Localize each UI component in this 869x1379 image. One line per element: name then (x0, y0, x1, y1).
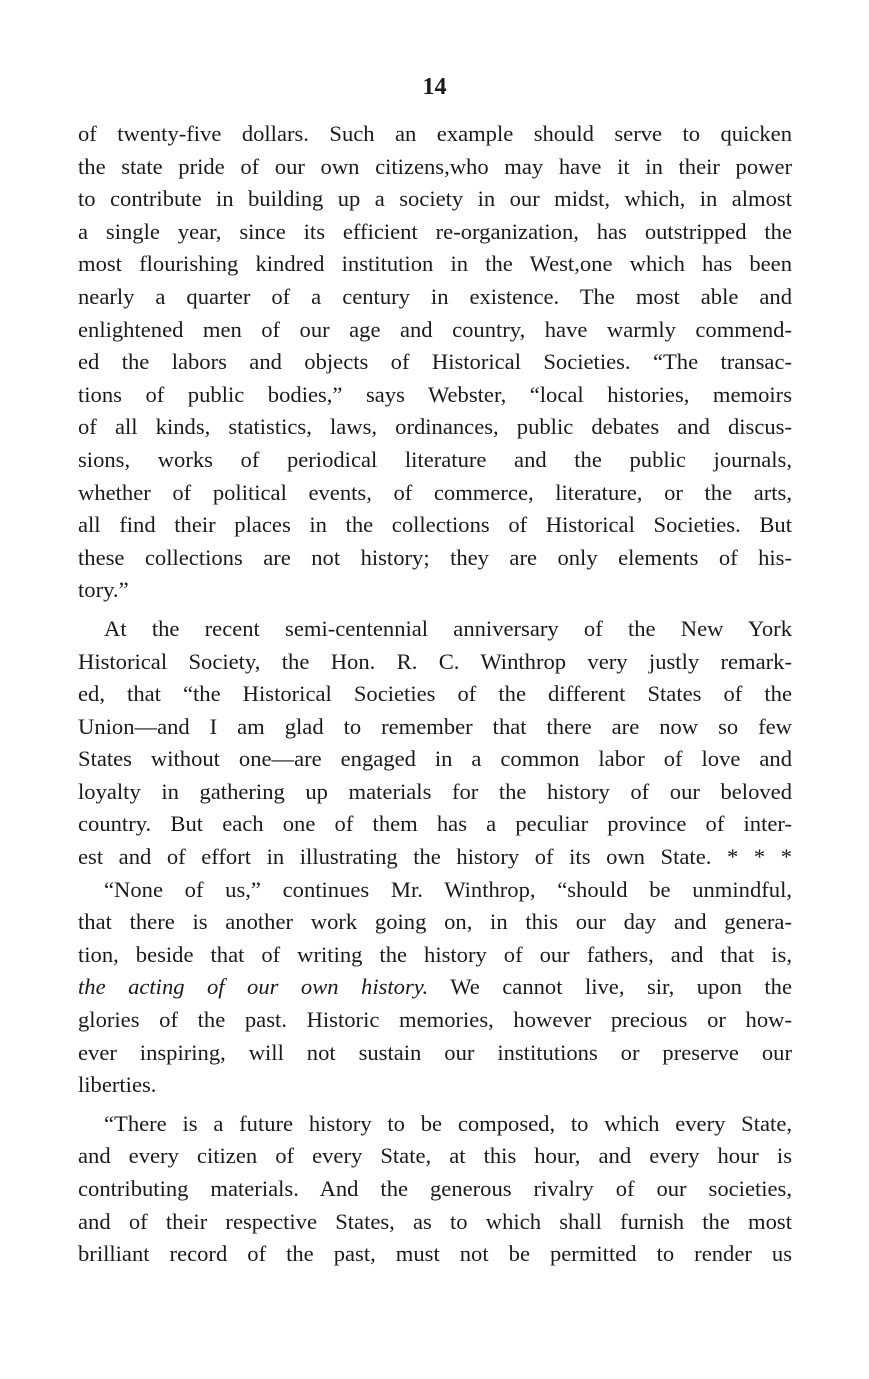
paragraph-1 (78, 118, 792, 607)
text-line: ever inspiring, will not sustain our institutions or preserve our (78, 1039, 792, 1065)
text-line: nearly a quarter of a century in existence. The most able and (78, 283, 792, 309)
text-line: tion, beside that of writing the history of our fathers, and that is, (78, 941, 792, 967)
text-line: “None of us,” continues Mr. Winthrop, “should be unmindful, (104, 876, 792, 902)
text-line: liberties. (78, 1072, 157, 1098)
text-line: whether of political events, of commerce, literature, or the arts, (78, 479, 792, 505)
text-line: most flourishing kindred institution in the West,one which has been (78, 251, 792, 277)
text-line: sions, works of periodical literature and the public journals, (78, 446, 792, 472)
text-line: glories of the past. Historic memories, however precious or how- (78, 1007, 792, 1033)
text-line: Union—and I am glad to remember that there are now so few (78, 713, 792, 739)
text-line: a single year, since its efficient re-organization, has outstripped the (78, 218, 792, 244)
text-line: that there is another work going on, in this our day and genera- (78, 909, 792, 935)
text-line: est and of effort in illustrating the history of its own State. * * * (78, 844, 792, 870)
text-line: At the recent semi-centennial anniversary of the New York (104, 615, 792, 641)
text-line: of all kinds, statistics, laws, ordinances, public debates and discus- (78, 414, 792, 440)
text-line: to contribute in building up a society in our midst, which, in almost (78, 186, 792, 212)
paragraph-3 (78, 1108, 792, 1271)
text-line: and every citizen of every State, at this hour, and every hour is (78, 1143, 792, 1169)
text-line: tory.” (78, 577, 129, 603)
paragraph-2 (78, 613, 792, 1102)
text-line: “There is a future history to be composed, to which every State, (104, 1110, 792, 1136)
text-line: the state pride of our own citizens,who may have it in their power (78, 153, 792, 179)
page-number: 14 (422, 74, 447, 100)
text-line: all find their places in the collections of Historical Societies. But (78, 512, 792, 538)
text-line: loyalty in gathering up materials for the history of our beloved (78, 778, 792, 804)
text-line: enlightened men of our age and country, have warmly commend- (78, 316, 792, 342)
line-remainder: We cannot live, sir, upon the (428, 974, 793, 1000)
text-line: and of their respective States, as to which shall furnish the most (78, 1208, 792, 1234)
text-line: of twenty-five dollars. Such an example should serve to quicken (78, 121, 792, 146)
text-line-italic (78, 971, 792, 1004)
text-line: States without one—are engaged in a common labor of love and (78, 746, 792, 772)
italic-phrase: the acting of our own history. (78, 974, 429, 1000)
text-line: brilliant record of the past, must not be permitted to render us (78, 1241, 792, 1267)
body-text (78, 118, 792, 1271)
text-line: contributing materials. And the generous rivalry of our societies, (78, 1176, 792, 1201)
text-line: Historical Society, the Hon. R. C. Winthrop very justly remark- (78, 648, 792, 674)
text-line: ed the labors and objects of Historical Societies. “The transac- (78, 349, 792, 375)
text-line: ed, that “the Historical Societies of the different States of the (78, 681, 792, 707)
text-line: tions of public bodies,” says Webster, “local histories, memoirs (78, 381, 792, 407)
text-line: these collections are not history; they are only elements of his- (78, 544, 792, 570)
text-line: country. But each one of them has a peculiar province of inter- (78, 811, 792, 837)
